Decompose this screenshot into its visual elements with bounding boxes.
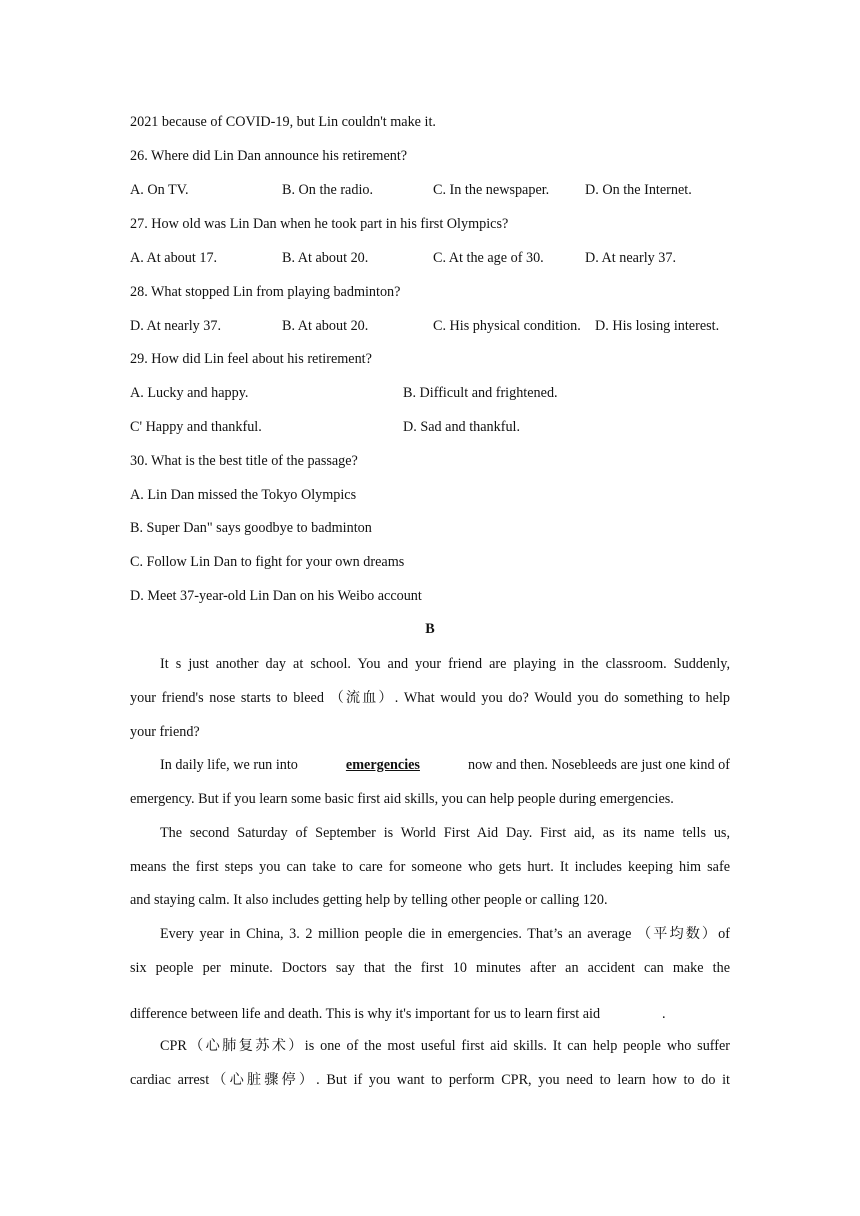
q29-option-a: A. Lucky and happy. [130,385,249,401]
emergencies-keyword: emergencies [345,757,420,773]
passage-p2-line2: emergency. But if you learn some basic first aid skills, you can help people during emergencies. [130,791,674,807]
passage-p3-line2: means the first steps you can take to care for someone who gets hurt. It includes keeping him safe [130,859,730,875]
q28-option-b: B. At about 20. [282,318,369,334]
passage-p1-line3: your friend? [130,724,200,740]
q30-option-b: B. Super Dan" says goodbye to badminton [130,520,372,536]
question-26-stem: 26. Where did Lin Dan announce his retirement? [130,148,408,164]
passage-p1-line1: It s just another day at school. You and your friend are playing in the classroom. Suddenly, [160,656,730,672]
passage-p5-line1: CPR（心肺复苏术）is one of the most useful first aid skills. It can help people who suffer [160,1038,730,1054]
q28-option-c: C. His physical condition. [433,318,581,334]
passage-p3-line1: The second Saturday of September is World First Aid Day. First aid, as its name tells us, [160,825,730,841]
q27-option-a: A. At about 17. [130,250,218,266]
passage-p3-line3: and staying calm. It also includes getting help by telling other people or calling 120. [130,892,608,908]
question-27-stem: 27. How old was Lin Dan when he took part in his first Olympics? [130,216,509,232]
question-30-stem: 30. What is the best title of the passage? [130,453,358,469]
q27-option-c: C. At the age of 30. [433,250,544,266]
section-heading: B [425,621,435,637]
q26-option-d: D. On the Internet. [585,182,692,198]
passage-p4-line2: six people per minute. Doctors say that the first 10 minutes after an accident can make the [130,960,730,976]
passage-p2-line1 [160,756,730,774]
q29-option-c: C' Happy and thankful. [130,419,262,435]
p2-line1-end: now and then. Nosebleeds are just one kind of [467,757,730,773]
q29-option-d: D. Sad and thankful. [403,419,521,435]
question-29-stem: 29. How did Lin feel about his retirement? [130,351,372,367]
q26-option-a: A. On TV. [130,182,189,198]
passage-p4-line3: difference between life and death. This is why it's important for us to learn first aid [130,1006,601,1022]
q30-option-c: C. Follow Lin Dan to fight for your own dreams [130,554,405,570]
q30-option-a: A. Lin Dan missed the Tokyo Olympics [130,487,357,503]
q26-option-c: C. In the newspaper. [433,182,550,198]
q29-option-b: B. Difficult and frightened. [403,385,558,401]
intro-tail-line: 2021 because of COVID-19, but Lin couldn't make it. [130,114,436,130]
q28-option-d: D. His losing interest. [595,318,720,334]
passage-p1-line2: your friend's nose starts to bleed （流血）. What would you do? Would you do something to help [130,690,730,706]
q27-option-b: B. At about 20. [282,250,369,266]
q28-option-a: D. At nearly 37. [130,318,222,334]
passage-p4-line1: Every year in China, 3. 2 million people die in emergencies. That’s an average （平均数）of [160,926,730,942]
p2-line1-start: In daily life, we run into [160,757,298,773]
q27-option-d: D. At nearly 37. [585,250,677,266]
q30-option-d: D. Meet 37-year-old Lin Dan on his Weibo account [130,588,422,604]
passage-p4-line3-period: . [662,1006,666,1022]
q26-option-b: B. On the radio. [282,182,374,198]
question-28-stem: 28. What stopped Lin from playing badminton? [130,284,401,300]
passage-p5-line2: cardiac arrest（心脏骤停）. But if you want to perform CPR, you need to learn how to do it [130,1072,730,1088]
